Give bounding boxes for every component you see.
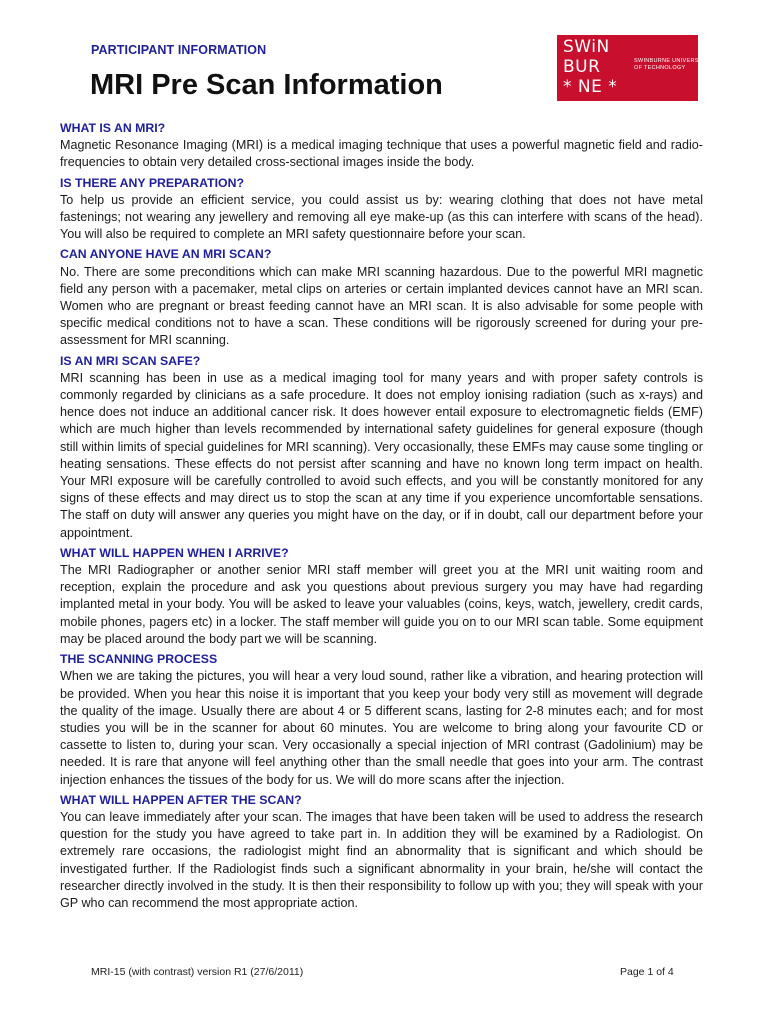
section-body: When we are taking the pictures, you will hear a very loud sound, rather like a vibration, and hearing protection will be provided. When you hear this noise it is important that you keep your body very still as movement will degrade the quality of the image. Usually there are about 4 or 5 different scans, lasting for 2-8 minutes each; and for most studies you will be in the scanner for about 60 minutes. You are welcome to bring along your favourite CD or cassette to listen to, during your scan. Very occasionally a special injection of MRI contrast (Gadolinium) may be needed. It is rare that anyone will feel anything other than the small needle that goes into your arm. The contrast injection enhances the tissues of the body for us. We will do more scans after the injection.: [60, 669, 703, 787]
logo-subtitle-2: OF TECHNOLOGY: [634, 65, 686, 71]
logo-line-3: * NE *: [563, 77, 618, 97]
section-body: Magnetic Resonance Imaging (MRI) is a medical imaging technique that uses a powerful magnetic field and radio-frequencies to obtain very detailed cross-sectional images inside the body.: [60, 138, 703, 170]
swinburne-logo: [557, 35, 709, 101]
logo-line-1: SWiN: [563, 37, 610, 57]
section-heading: THE SCANNING PROCESS: [60, 652, 218, 667]
section-after-scan: [60, 792, 703, 912]
section-body: No. There are some preconditions which can make MRI scanning hazardous. Due to the powerful MRI magnetic field any person with a pacemaker, metal clips on arteries or certain implanted devices cannot have an MRI scan. Women who are pregnant or breast feeding cannot have an MRI scan. It is also advisable for some people with specific medical conditions not to have a scan. These conditions will be rigorously screened for during your pre-assessment for MRI scanning.: [60, 264, 703, 348]
section-heading: WHAT IS AN MRI?: [60, 121, 166, 135]
section-heading: IS THERE ANY PREPARATION?: [60, 175, 245, 190]
section-heading: CAN ANYONE HAVE AN MRI SCAN?: [60, 247, 272, 262]
section-body: The MRI Radiographer or another senior MRI staff member will greet you at the MRI unit waiting room and reception, explain the procedure and ask you questions about previous surgery you may have had regarding implanted metal in your body. You will be asked to leave your valuables (coins, keys, watch, jewellery, credit cards, mobile phones, pagers etc) in a locker. The staff member will guide you on to our MRI scan table. Some equipment may be placed around the body part we will be scanning.: [60, 563, 703, 646]
section-body: To help us provide an efficient service, you could assist us by: wearing clothing that does not have metal fastenings; not wearing any jewellery and removing all eye make-up (as this can interfere with scans of the head). You will also be required to complete an MRI safety questionnaire before your scan.: [60, 192, 703, 242]
footer-page-number: Page 1 of 4: [620, 966, 674, 978]
footer-version: MRI-15 (with contrast) version R1 (27/6/2011): [91, 966, 304, 978]
section-heading: WHAT WILL HAPPEN AFTER THE SCAN?: [60, 792, 302, 807]
logo-subtitle-1: SWINBURNE UNIVERSITY: [634, 58, 709, 64]
section-scanning-process: [60, 651, 703, 789]
section-eligibility: [60, 246, 703, 349]
section-heading: IS AN MRI SCAN SAFE?: [60, 353, 201, 368]
logo-line-2: BUR: [563, 57, 601, 77]
section-preparation: [60, 175, 703, 244]
page-title: MRI Pre Scan Information: [90, 69, 443, 101]
header-label: PARTICIPANT INFORMATION: [91, 43, 267, 57]
section-safety: [60, 353, 703, 542]
section-what-is-mri: [60, 120, 703, 172]
section-arrival: [60, 545, 703, 648]
document-content: [60, 117, 703, 912]
section-body: You can leave immediately after your scan. The images that have been taken will be used to address the research question for the study you have agreed to take part in. In addition they will be examined by a Radiologist. On extremely rare occasions, the radiologist might find an abnormality that is significant and which should be investigated further. If the Radiologist finds such a significant abnormality in your brain, he/she will contact the researcher directly involved in the study. It is then their responsibility to follow up with you; they will speak with your GP who can recommend the most appropriate action.: [60, 809, 703, 910]
section-heading: WHAT WILL HAPPEN WHEN I ARRIVE?: [60, 545, 289, 560]
section-body: MRI scanning has been in use as a medical imaging tool for many years and with proper safety controls is commonly regarded by clinicians as a safe procedure. It does not employ ionising radiation (such as x-rays) and hence does not induce an additional cancer risk. It does however entail exposure to electromagnetic fields (EMF) which are much higher than levels recommended by international safety guidelines for general exposure (though still within limits of special guidelines for MRI scanning). Very occasionally, these EMFs may cause some tingling or heating sensations. These effects do not persist after scanning and have no known long term impact on health. Your MRI exposure will be carefully controlled to avoid such effects, and you will be constantly monitored for any signs of these effects and may direct us to stop the scan at any time if you experience uncomfortable sensations. The staff on duty will answer any queries you might have on the day, or if in doubt, call our department before your appointment.: [60, 370, 703, 540]
